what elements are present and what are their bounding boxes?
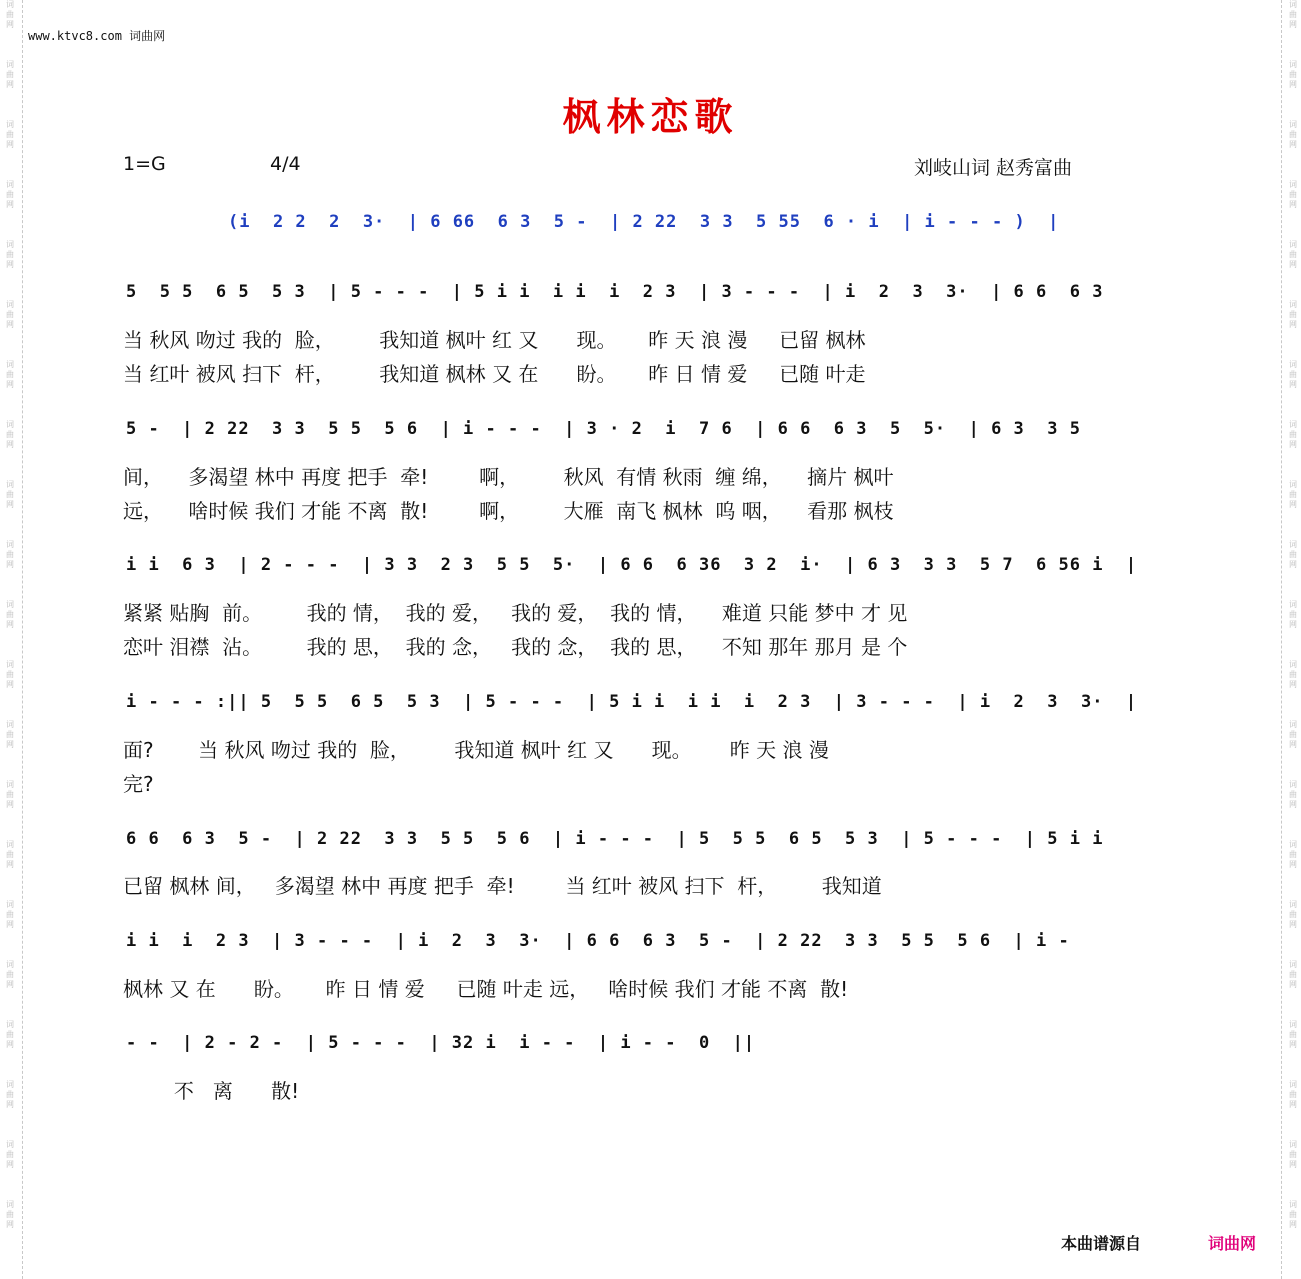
side-watermark: 词 曲 网 [1289, 120, 1297, 149]
side-watermark: 词 曲 网 [6, 300, 14, 329]
side-watermark: 词 曲 网 [1289, 420, 1297, 449]
key-signature: 1=G [123, 153, 166, 175]
lyric-line-2a: 间， 多渴望 林中 再度 把手 牵! 啊， 秋风 有情 秋雨 缠 绵， 摘片 枫叶 [123, 465, 894, 489]
lyric-line-1b: 当 红叶 被风 扫下 杆， 我知道 枫林 又 在 盼。 昨 日 情 爱 已随 叶走 [123, 362, 866, 386]
notation-line-6: i i i 2 3 | 3 - - - | i 2 3 3· | 6 6 6 3 5 - | 2 22 3 3 5 5 5 6 | i - [126, 931, 1070, 951]
side-watermark: 词 曲 网 [1289, 1140, 1297, 1169]
side-watermark: 词 曲 网 [6, 840, 14, 869]
lyric-line-3b: 恋叶 泪襟 沾。 我的 思， 我的 念， 我的 念， 我的 思， 不知 那年 那月 是 个 [123, 635, 908, 659]
side-watermark: 词 曲 网 [6, 780, 14, 809]
time-signature: 4/4 [270, 153, 301, 175]
intro-notation: (i 2 2 2 3· | 6 66 6 3 5 - | 2 22 3 3 5 55 6 · i | i - - - ) | [228, 212, 1060, 232]
side-watermark: 词 曲 网 [1289, 300, 1297, 329]
side-watermark: 词 曲 网 [6, 480, 14, 509]
side-watermark: 词 曲 网 [1289, 960, 1297, 989]
footer-site-name: 词曲网 [1208, 1234, 1257, 1253]
notation-line-7: - - | 2 - 2 - | 5 - - - | 32 i i - - | i - - 0 || [126, 1033, 756, 1053]
right-border-line [1281, 0, 1283, 1279]
side-watermark: 词 曲 网 [6, 720, 14, 749]
side-watermark: 词 曲 网 [1289, 600, 1297, 629]
song-title: 枫林恋歌 [562, 94, 739, 139]
left-border-line [22, 0, 24, 1279]
side-watermark: 词 曲 网 [6, 1020, 14, 1049]
side-watermark: 词 曲 网 [1289, 720, 1297, 749]
side-watermark: 词 曲 网 [1289, 60, 1297, 89]
side-watermark: 词 曲 网 [1289, 1080, 1297, 1109]
lyric-line-5: 已留 枫林 间， 多渴望 林中 再度 把手 牵! 当 红叶 被风 扫下 杆， 我知道 [123, 874, 882, 898]
side-watermark: 词 曲 网 [1289, 840, 1297, 869]
side-watermark: 词 曲 网 [6, 540, 14, 569]
side-watermark: 词 曲 网 [1289, 1020, 1297, 1049]
notation-line-1: 5 5 5 6 5 5 3 | 5 - - - | 5 i i i i i 2 3 | 3 - - - | i 2 3 3· | 6 6 6 3 [126, 282, 1104, 302]
side-watermark: 词 曲 网 [6, 960, 14, 989]
side-watermark: 词 曲 网 [6, 120, 14, 149]
side-watermark: 词 曲 网 [1289, 360, 1297, 389]
side-watermark: 词 曲 网 [1289, 540, 1297, 569]
lyric-line-3a: 紧紧 贴胸 前。 我的 情， 我的 爱， 我的 爱， 我的 情， 难道 只能 梦中 才 见 [123, 601, 908, 625]
side-watermark: 词 曲 网 [6, 600, 14, 629]
lyric-line-6: 枫林 又 在 盼。 昨 日 情 爱 已随 叶走 远， 啥时候 我们 才能 不离 散! [123, 977, 849, 1001]
notation-line-3: i i 6 3 | 2 - - - | 3 3 2 3 5 5 5· | 6 6 6 36 3 2 i· | 6 3 3 3 5 7 6 56 i | [126, 555, 1138, 575]
side-watermark: 词 曲 网 [1289, 480, 1297, 509]
side-watermark: 词 曲 网 [6, 900, 14, 929]
side-watermark: 词 曲 网 [1289, 0, 1297, 29]
notation-line-4: i - - - :|| 5 5 5 6 5 5 3 | 5 - - - | 5 i i i i i 2 3 | 3 - - - | i 2 3 3· | [126, 692, 1138, 712]
credits: 刘岐山词 赵秀富曲 [914, 157, 1073, 179]
side-watermark: 词 曲 网 [6, 1200, 14, 1229]
side-watermark: 词 曲 网 [6, 1080, 14, 1109]
side-watermark: 词 曲 网 [6, 360, 14, 389]
side-watermark: 词 曲 网 [1289, 1200, 1297, 1229]
side-watermark: 词 曲 网 [6, 420, 14, 449]
lyric-line-4b: 完? [123, 772, 154, 796]
side-watermark: 词 曲 网 [1289, 660, 1297, 689]
side-watermark: 词 曲 网 [6, 1140, 14, 1169]
site-url: www.ktvc8.com 词曲网 [28, 29, 166, 43]
side-watermark: 词 曲 网 [1289, 180, 1297, 209]
footer-source-label: 本曲谱源自 [1061, 1234, 1142, 1253]
side-watermark: 词 曲 网 [6, 60, 14, 89]
side-watermark: 词 曲 网 [6, 240, 14, 269]
side-watermark: 词 曲 网 [6, 0, 14, 29]
side-watermark: 词 曲 网 [1289, 900, 1297, 929]
lyric-line-7: 不 离 散! [123, 1079, 300, 1103]
side-watermark: 词 曲 网 [6, 660, 14, 689]
notation-line-2: 5 - | 2 22 3 3 5 5 5 6 | i - - - | 3 · 2 i 7 6 | 6 6 6 3 5 5· | 6 3 3 5 [126, 419, 1081, 439]
notation-line-5: 6 6 6 3 5 - | 2 22 3 3 5 5 5 6 | i - - - | 5 5 5 6 5 5 3 | 5 - - - | 5 i i [126, 829, 1104, 849]
side-watermark: 词 曲 网 [6, 180, 14, 209]
side-watermark: 词 曲 网 [1289, 240, 1297, 269]
side-watermark: 词 曲 网 [1289, 780, 1297, 809]
lyric-line-2b: 远， 啥时候 我们 才能 不离 散! 啊， 大雁 南飞 枫林 呜 咽， 看那 枫枝 [123, 499, 894, 523]
lyric-line-4a: 面? 当 秋风 吻过 我的 脸， 我知道 枫叶 红 又 现。 昨 天 浪 漫 [123, 738, 829, 762]
lyric-line-1a: 当 秋风 吻过 我的 脸， 我知道 枫叶 红 又 现。 昨 天 浪 漫 已留 枫林 [123, 328, 866, 352]
